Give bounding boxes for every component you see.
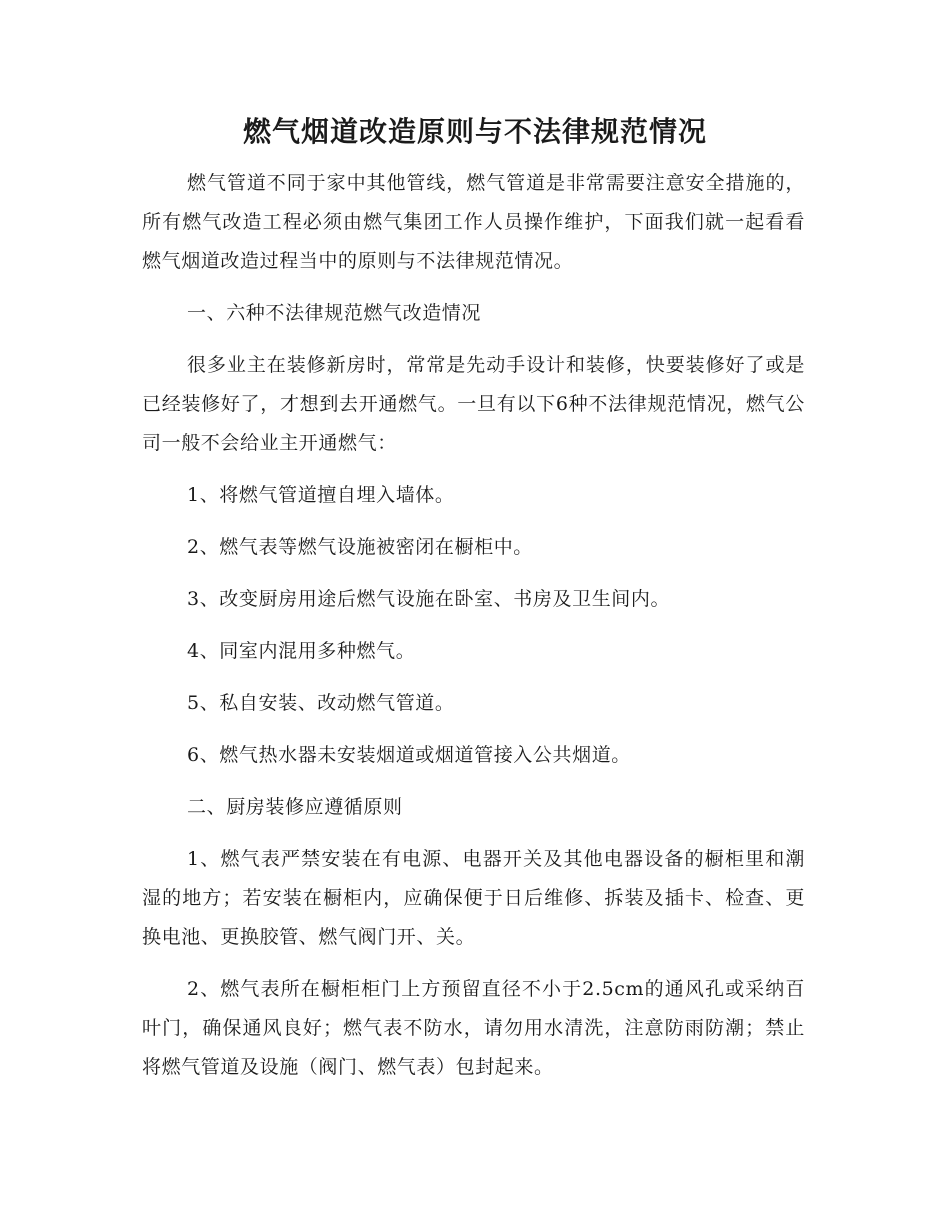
list-item-5: 5、私自安装、改动燃气管道。 [187,692,455,714]
principle-paragraph-1: 1、燃气表严禁安装在有电源、电器开关及其他电器设备的橱柜里和潮湿的地方；若安装在橱柜内，应确保便于日后维修、拆装及插卡、检查、更换电池、更换胶管、燃气阀门开、关。 [142,848,805,948]
list-item-3: 3、改变厨房用途后燃气设施在卧室、书房及卫生间内。 [187,588,671,610]
principle-paragraph-2: 2、燃气表所在橱柜柜门上方预留直径不小于2.5cm的通风孔或采纳百叶门，确保通风良好；燃气表不防水，请勿用水清洗，注意防雨防潮；禁止将燃气管道及设施（阀门、燃气表）包封起来。 [142,978,805,1078]
section-heading-2: 二、厨房装修应遵循原则 [187,796,403,818]
intro-paragraph: 燃气管道不同于家中其他管线，燃气管道是非常需要注意安全措施的，所有燃气改造工程必须由燃气集团工作人员操作维护，下面我们就一起看看燃气烟道改造过程当中的原则与不法律规范情况。 [142,172,805,272]
section-heading-1: 一、六种不法律规范燃气改造情况 [187,302,482,324]
list-item-1: 1、将燃气管道擅自埋入墙体。 [187,484,455,506]
list-item-2: 2、燃气表等燃气设施被密闭在橱柜中。 [187,536,533,558]
document-title: 燃气烟道改造原则与不法律规范情况 [242,115,707,148]
list-item-6: 6、燃气热水器未安装烟道或烟道管接入公共烟道。 [187,744,631,766]
document-body [142,164,805,1100]
section-1-intro-paragraph: 很多业主在装修新房时，常常是先动手设计和装修，快要装修好了或是已经装修好了，才想到去开通燃气。一旦有以下6种不法律规范情况，燃气公司一般不会给业主开通燃气： [142,354,805,454]
list-item-4: 4、同室内混用多种燃气。 [187,640,416,662]
